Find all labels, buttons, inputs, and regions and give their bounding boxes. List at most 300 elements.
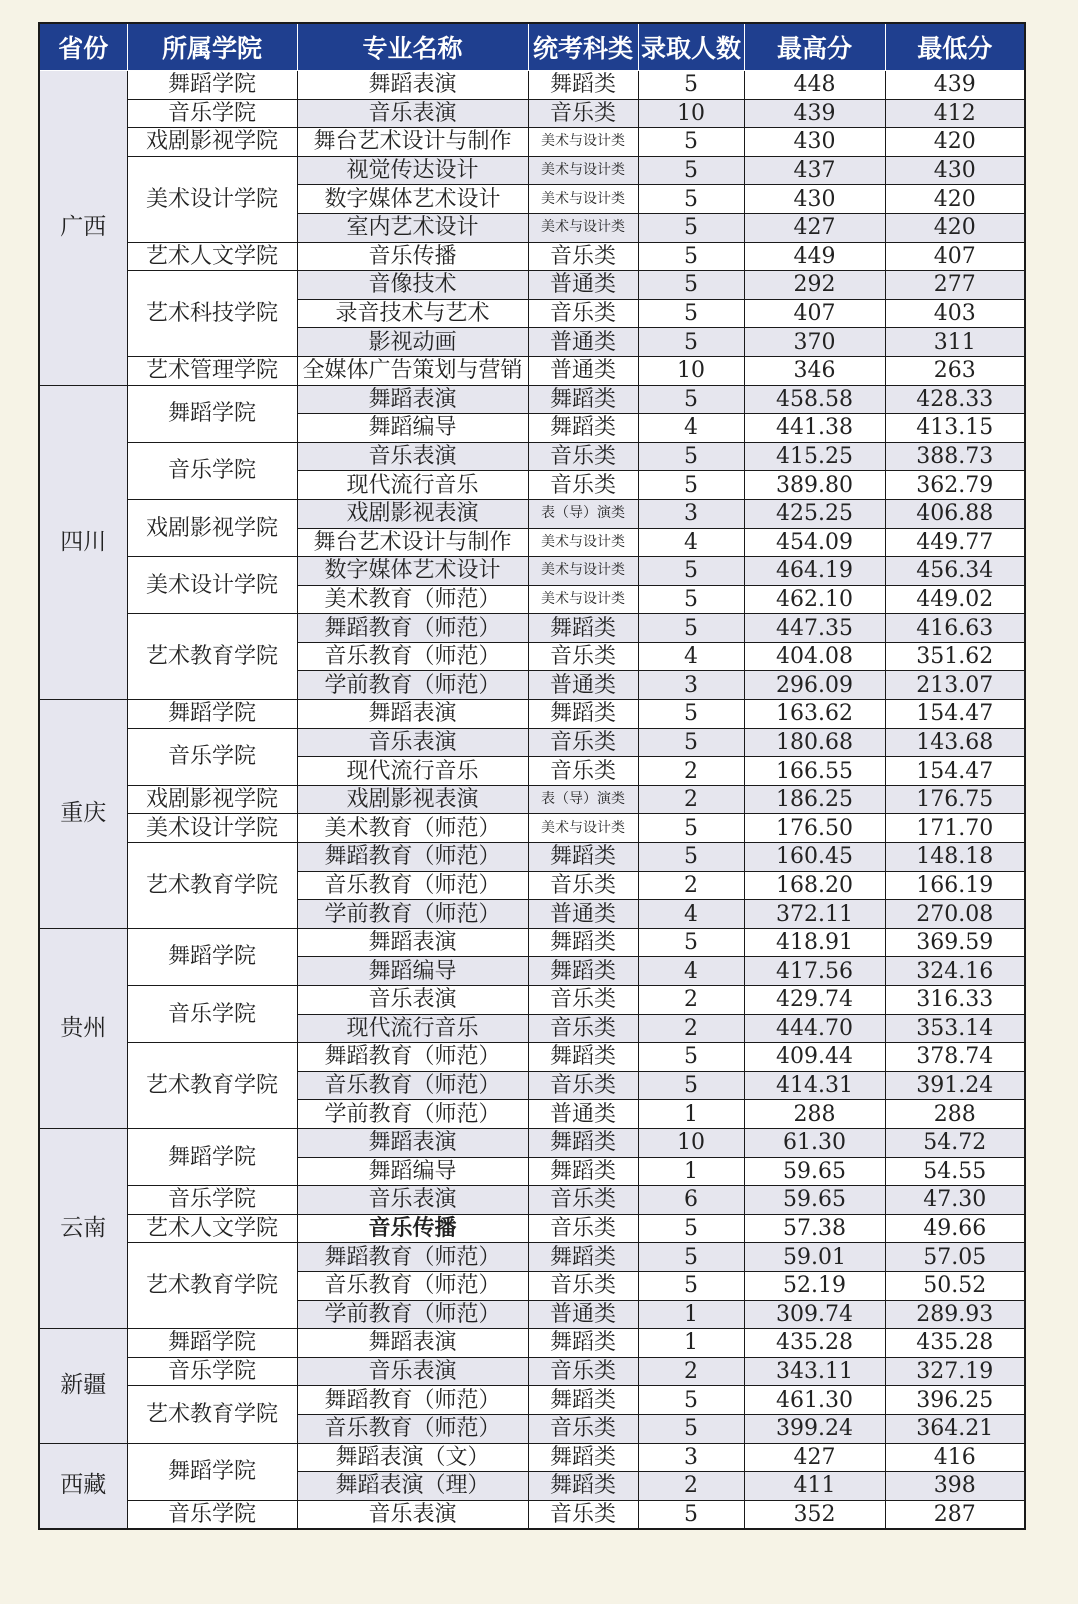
exam-category-cell: 舞蹈类	[528, 843, 638, 872]
admission-score-table	[38, 22, 1026, 1530]
admitted-count-cell: 5	[638, 1043, 744, 1072]
header-lowest-score: 最低分	[885, 23, 1025, 71]
highest-score-cell: 437	[744, 156, 885, 185]
major-cell: 音乐教育（师范）	[297, 642, 528, 671]
admitted-count-cell: 10	[638, 356, 744, 385]
major-cell: 戏剧影视表演	[297, 785, 528, 814]
college-cell: 音乐学院	[127, 1186, 297, 1215]
lowest-score-cell: 154.47	[885, 757, 1025, 786]
highest-score-cell: 168.20	[744, 871, 885, 900]
major-cell: 室内艺术设计	[297, 213, 528, 242]
lowest-score-cell: 148.18	[885, 843, 1025, 872]
lowest-score-cell: 47.30	[885, 1186, 1025, 1215]
exam-category-cell: 表（导）演类	[528, 499, 638, 528]
lowest-score-cell: 406.88	[885, 499, 1025, 528]
lowest-score-cell: 430	[885, 156, 1025, 185]
highest-score-cell: 59.65	[744, 1157, 885, 1186]
college-cell: 舞蹈学院	[127, 71, 297, 100]
admitted-count-cell: 3	[638, 671, 744, 700]
admitted-count-cell: 4	[638, 957, 744, 986]
admitted-count-cell: 5	[638, 156, 744, 185]
major-cell: 音乐表演	[297, 1357, 528, 1386]
table-row	[39, 385, 1025, 414]
highest-score-cell: 439	[744, 99, 885, 128]
exam-category-cell: 舞蹈类	[528, 385, 638, 414]
highest-score-cell: 346	[744, 356, 885, 385]
exam-category-cell: 普通类	[528, 271, 638, 300]
highest-score-cell: 415.25	[744, 442, 885, 471]
exam-category-cell: 美术与设计类	[528, 128, 638, 157]
exam-category-cell: 舞蹈类	[528, 614, 638, 643]
lowest-score-cell: 412	[885, 99, 1025, 128]
lowest-score-cell: 403	[885, 299, 1025, 328]
exam-category-cell: 音乐类	[528, 242, 638, 271]
lowest-score-cell: 456.34	[885, 557, 1025, 586]
exam-category-cell: 舞蹈类	[528, 1043, 638, 1072]
highest-score-cell: 427	[744, 213, 885, 242]
exam-category-cell: 舞蹈类	[528, 700, 638, 729]
table-row	[39, 442, 1025, 471]
major-cell: 美术教育（师范）	[297, 814, 528, 843]
lowest-score-cell: 391.24	[885, 1071, 1025, 1100]
province-cell: 新疆	[39, 1329, 127, 1443]
lowest-score-cell: 57.05	[885, 1243, 1025, 1272]
highest-score-cell: 461.30	[744, 1386, 885, 1415]
table-row	[39, 728, 1025, 757]
highest-score-cell: 166.55	[744, 757, 885, 786]
header-college: 所属学院	[127, 23, 297, 71]
admitted-count-cell: 4	[638, 642, 744, 671]
exam-category-cell: 舞蹈类	[528, 1472, 638, 1501]
lowest-score-cell: 50.52	[885, 1271, 1025, 1300]
admitted-count-cell: 5	[638, 71, 744, 100]
major-cell: 音乐教育（师范）	[297, 1271, 528, 1300]
highest-score-cell: 425.25	[744, 499, 885, 528]
admitted-count-cell: 5	[638, 843, 744, 872]
admitted-count-cell: 5	[638, 557, 744, 586]
exam-category-cell: 音乐类	[528, 757, 638, 786]
major-cell: 音乐表演	[297, 728, 528, 757]
exam-category-cell: 舞蹈类	[528, 71, 638, 100]
highest-score-cell: 417.56	[744, 957, 885, 986]
exam-category-cell: 音乐类	[528, 986, 638, 1015]
college-cell: 艺术教育学院	[127, 1386, 297, 1443]
lowest-score-cell: 327.19	[885, 1357, 1025, 1386]
highest-score-cell: 309.74	[744, 1300, 885, 1329]
college-cell: 舞蹈学院	[127, 385, 297, 442]
college-cell: 艺术教育学院	[127, 1043, 297, 1129]
lowest-score-cell: 176.75	[885, 785, 1025, 814]
lowest-score-cell: 435.28	[885, 1329, 1025, 1358]
admitted-count-cell: 3	[638, 1443, 744, 1472]
highest-score-cell: 399.24	[744, 1414, 885, 1443]
admitted-count-cell: 1	[638, 1329, 744, 1358]
major-cell: 舞蹈表演	[297, 385, 528, 414]
table-row	[39, 1214, 1025, 1243]
highest-score-cell: 444.70	[744, 1014, 885, 1043]
exam-category-cell: 音乐类	[528, 299, 638, 328]
highest-score-cell: 292	[744, 271, 885, 300]
admitted-count-cell: 5	[638, 185, 744, 214]
exam-category-cell: 普通类	[528, 900, 638, 929]
table-row	[39, 785, 1025, 814]
table-row	[39, 928, 1025, 957]
college-cell: 美术设计学院	[127, 557, 297, 614]
highest-score-cell: 288	[744, 1100, 885, 1129]
highest-score-cell: 454.09	[744, 528, 885, 557]
lowest-score-cell: 311	[885, 328, 1025, 357]
highest-score-cell: 372.11	[744, 900, 885, 929]
admitted-count-cell: 5	[638, 128, 744, 157]
admitted-count-cell: 2	[638, 757, 744, 786]
exam-category-cell: 舞蹈类	[528, 1243, 638, 1272]
province-cell: 贵州	[39, 928, 127, 1128]
exam-category-cell: 音乐类	[528, 728, 638, 757]
admitted-count-cell: 2	[638, 1357, 744, 1386]
exam-category-cell: 音乐类	[528, 1271, 638, 1300]
lowest-score-cell: 316.33	[885, 986, 1025, 1015]
major-cell: 音乐表演	[297, 986, 528, 1015]
admitted-count-cell: 1	[638, 1300, 744, 1329]
major-cell: 全媒体广告策划与营销	[297, 356, 528, 385]
college-cell: 舞蹈学院	[127, 1443, 297, 1500]
admitted-count-cell: 5	[638, 1500, 744, 1529]
table-row	[39, 1386, 1025, 1415]
exam-category-cell: 音乐类	[528, 442, 638, 471]
table-row	[39, 1128, 1025, 1157]
admitted-count-cell: 2	[638, 871, 744, 900]
table-row	[39, 814, 1025, 843]
lowest-score-cell: 351.62	[885, 642, 1025, 671]
major-cell: 舞蹈表演	[297, 71, 528, 100]
major-cell: 音乐教育（师范）	[297, 871, 528, 900]
highest-score-cell: 447.35	[744, 614, 885, 643]
table-row	[39, 499, 1025, 528]
table-body	[39, 71, 1025, 1530]
admitted-count-cell: 5	[638, 1414, 744, 1443]
lowest-score-cell: 420	[885, 185, 1025, 214]
major-cell: 舞蹈教育（师范）	[297, 1386, 528, 1415]
admitted-count-cell: 5	[638, 928, 744, 957]
admitted-count-cell: 2	[638, 1472, 744, 1501]
college-cell: 美术设计学院	[127, 156, 297, 242]
lowest-score-cell: 324.16	[885, 957, 1025, 986]
exam-category-cell: 普通类	[528, 671, 638, 700]
exam-category-cell: 普通类	[528, 1100, 638, 1129]
table-row	[39, 1500, 1025, 1529]
highest-score-cell: 407	[744, 299, 885, 328]
lowest-score-cell: 378.74	[885, 1043, 1025, 1072]
exam-category-cell: 普通类	[528, 356, 638, 385]
highest-score-cell: 186.25	[744, 785, 885, 814]
admitted-count-cell: 1	[638, 1157, 744, 1186]
major-cell: 舞蹈编导	[297, 1157, 528, 1186]
lowest-score-cell: 439	[885, 71, 1025, 100]
major-cell: 舞台艺术设计与制作	[297, 528, 528, 557]
lowest-score-cell: 413.15	[885, 414, 1025, 443]
major-cell: 舞蹈表演（文）	[297, 1443, 528, 1472]
exam-category-cell: 音乐类	[528, 1186, 638, 1215]
highest-score-cell: 462.10	[744, 585, 885, 614]
table-row	[39, 614, 1025, 643]
table-row	[39, 356, 1025, 385]
lowest-score-cell: 54.55	[885, 1157, 1025, 1186]
highest-score-cell: 409.44	[744, 1043, 885, 1072]
highest-score-cell: 389.80	[744, 471, 885, 500]
college-cell: 艺术人文学院	[127, 1214, 297, 1243]
lowest-score-cell: 407	[885, 242, 1025, 271]
major-cell: 舞蹈编导	[297, 414, 528, 443]
table-row	[39, 557, 1025, 586]
lowest-score-cell: 428.33	[885, 385, 1025, 414]
major-cell: 现代流行音乐	[297, 757, 528, 786]
college-cell: 美术设计学院	[127, 814, 297, 843]
admitted-count-cell: 5	[638, 1271, 744, 1300]
admitted-count-cell: 2	[638, 986, 744, 1015]
admitted-count-cell: 4	[638, 900, 744, 929]
major-cell: 学前教育（师范）	[297, 671, 528, 700]
lowest-score-cell: 49.66	[885, 1214, 1025, 1243]
exam-category-cell: 舞蹈类	[528, 928, 638, 957]
exam-category-cell: 舞蹈类	[528, 1443, 638, 1472]
exam-category-cell: 音乐类	[528, 1357, 638, 1386]
lowest-score-cell: 353.14	[885, 1014, 1025, 1043]
college-cell: 舞蹈学院	[127, 928, 297, 985]
table-row	[39, 700, 1025, 729]
lowest-score-cell: 277	[885, 271, 1025, 300]
exam-category-cell: 美术与设计类	[528, 213, 638, 242]
major-cell: 舞蹈表演	[297, 928, 528, 957]
highest-score-cell: 418.91	[744, 928, 885, 957]
major-cell: 舞蹈教育（师范）	[297, 843, 528, 872]
highest-score-cell: 61.30	[744, 1128, 885, 1157]
exam-category-cell: 音乐类	[528, 1500, 638, 1529]
major-cell: 现代流行音乐	[297, 471, 528, 500]
major-cell: 音乐传播	[297, 1214, 528, 1243]
highest-score-cell: 464.19	[744, 557, 885, 586]
table-row	[39, 1243, 1025, 1272]
province-cell: 重庆	[39, 700, 127, 929]
lowest-score-cell: 213.07	[885, 671, 1025, 700]
admitted-count-cell: 5	[638, 242, 744, 271]
major-cell: 学前教育（师范）	[297, 900, 528, 929]
college-cell: 戏剧影视学院	[127, 499, 297, 556]
college-cell: 音乐学院	[127, 1357, 297, 1386]
lowest-score-cell: 420	[885, 213, 1025, 242]
college-cell: 舞蹈学院	[127, 1128, 297, 1185]
table-row	[39, 71, 1025, 100]
highest-score-cell: 176.50	[744, 814, 885, 843]
lowest-score-cell: 396.25	[885, 1386, 1025, 1415]
exam-category-cell: 舞蹈类	[528, 1386, 638, 1415]
exam-category-cell: 音乐类	[528, 99, 638, 128]
admitted-count-cell: 10	[638, 1128, 744, 1157]
major-cell: 音乐教育（师范）	[297, 1414, 528, 1443]
header-row	[39, 23, 1025, 71]
highest-score-cell: 430	[744, 128, 885, 157]
admitted-count-cell: 5	[638, 1071, 744, 1100]
lowest-score-cell: 289.93	[885, 1300, 1025, 1329]
lowest-score-cell: 388.73	[885, 442, 1025, 471]
province-cell: 西藏	[39, 1443, 127, 1529]
admitted-count-cell: 10	[638, 99, 744, 128]
province-cell: 广西	[39, 71, 127, 386]
college-cell: 艺术教育学院	[127, 1243, 297, 1329]
table-row	[39, 1357, 1025, 1386]
exam-category-cell: 舞蹈类	[528, 957, 638, 986]
major-cell: 舞台艺术设计与制作	[297, 128, 528, 157]
major-cell: 舞蹈表演	[297, 700, 528, 729]
table-row	[39, 128, 1025, 157]
lowest-score-cell: 416	[885, 1443, 1025, 1472]
exam-category-cell: 舞蹈类	[528, 1329, 638, 1358]
lowest-score-cell: 364.21	[885, 1414, 1025, 1443]
lowest-score-cell: 398	[885, 1472, 1025, 1501]
exam-category-cell: 音乐类	[528, 1414, 638, 1443]
major-cell: 舞蹈教育（师范）	[297, 1243, 528, 1272]
lowest-score-cell: 166.19	[885, 871, 1025, 900]
province-cell: 云南	[39, 1128, 127, 1328]
major-cell: 音乐表演	[297, 99, 528, 128]
lowest-score-cell: 54.72	[885, 1128, 1025, 1157]
major-cell: 学前教育（师范）	[297, 1100, 528, 1129]
lowest-score-cell: 362.79	[885, 471, 1025, 500]
major-cell: 舞蹈编导	[297, 957, 528, 986]
college-cell: 音乐学院	[127, 986, 297, 1043]
college-cell: 艺术科技学院	[127, 271, 297, 357]
highest-score-cell: 414.31	[744, 1071, 885, 1100]
exam-category-cell: 美术与设计类	[528, 585, 638, 614]
lowest-score-cell: 143.68	[885, 728, 1025, 757]
exam-category-cell: 音乐类	[528, 642, 638, 671]
header-major: 专业名称	[297, 23, 528, 71]
exam-category-cell: 美术与设计类	[528, 814, 638, 843]
header-province: 省份	[39, 23, 127, 71]
major-cell: 音像技术	[297, 271, 528, 300]
exam-category-cell: 舞蹈类	[528, 414, 638, 443]
highest-score-cell: 59.65	[744, 1186, 885, 1215]
exam-category-cell: 音乐类	[528, 1014, 638, 1043]
major-cell: 舞蹈教育（师范）	[297, 614, 528, 643]
exam-category-cell: 普通类	[528, 328, 638, 357]
college-cell: 音乐学院	[127, 99, 297, 128]
admitted-count-cell: 3	[638, 499, 744, 528]
table-row	[39, 242, 1025, 271]
header-admitted-count: 录取人数	[638, 23, 744, 71]
admitted-count-cell: 5	[638, 614, 744, 643]
table-row	[39, 1043, 1025, 1072]
lowest-score-cell: 154.47	[885, 700, 1025, 729]
exam-category-cell: 美术与设计类	[528, 185, 638, 214]
lowest-score-cell: 287	[885, 1500, 1025, 1529]
college-cell: 戏剧影视学院	[127, 785, 297, 814]
admitted-count-cell: 5	[638, 1243, 744, 1272]
lowest-score-cell: 171.70	[885, 814, 1025, 843]
major-cell: 视觉传达设计	[297, 156, 528, 185]
exam-category-cell: 美术与设计类	[528, 557, 638, 586]
highest-score-cell: 430	[744, 185, 885, 214]
admitted-count-cell: 5	[638, 271, 744, 300]
major-cell: 数字媒体艺术设计	[297, 557, 528, 586]
exam-category-cell: 舞蹈类	[528, 1128, 638, 1157]
major-cell: 舞蹈教育（师范）	[297, 1043, 528, 1072]
lowest-score-cell: 263	[885, 356, 1025, 385]
highest-score-cell: 59.01	[744, 1243, 885, 1272]
lowest-score-cell: 416.63	[885, 614, 1025, 643]
exam-category-cell: 音乐类	[528, 471, 638, 500]
table-row	[39, 1443, 1025, 1472]
lowest-score-cell: 449.02	[885, 585, 1025, 614]
college-cell: 音乐学院	[127, 1500, 297, 1529]
highest-score-cell: 441.38	[744, 414, 885, 443]
highest-score-cell: 411	[744, 1472, 885, 1501]
admitted-count-cell: 5	[638, 1214, 744, 1243]
highest-score-cell: 370	[744, 328, 885, 357]
college-cell: 音乐学院	[127, 728, 297, 785]
exam-category-cell: 音乐类	[528, 1214, 638, 1243]
highest-score-cell: 180.68	[744, 728, 885, 757]
exam-category-cell: 音乐类	[528, 871, 638, 900]
table-row	[39, 1329, 1025, 1358]
major-cell: 现代流行音乐	[297, 1014, 528, 1043]
table-row	[39, 99, 1025, 128]
admitted-count-cell: 5	[638, 585, 744, 614]
highest-score-cell: 160.45	[744, 843, 885, 872]
major-cell: 音乐表演	[297, 442, 528, 471]
highest-score-cell: 163.62	[744, 700, 885, 729]
table-row	[39, 1186, 1025, 1215]
lowest-score-cell: 288	[885, 1100, 1025, 1129]
table-row	[39, 271, 1025, 300]
highest-score-cell: 435.28	[744, 1329, 885, 1358]
admitted-count-cell: 2	[638, 785, 744, 814]
major-cell: 美术教育（师范）	[297, 585, 528, 614]
major-cell: 音乐表演	[297, 1186, 528, 1215]
college-cell: 音乐学院	[127, 442, 297, 499]
admitted-count-cell: 4	[638, 414, 744, 443]
college-cell: 戏剧影视学院	[127, 128, 297, 157]
exam-category-cell: 普通类	[528, 1300, 638, 1329]
college-cell: 艺术人文学院	[127, 242, 297, 271]
highest-score-cell: 343.11	[744, 1357, 885, 1386]
major-cell: 数字媒体艺术设计	[297, 185, 528, 214]
admitted-count-cell: 5	[638, 213, 744, 242]
admitted-count-cell: 5	[638, 299, 744, 328]
highest-score-cell: 458.58	[744, 385, 885, 414]
college-cell: 舞蹈学院	[127, 700, 297, 729]
major-cell: 音乐表演	[297, 1500, 528, 1529]
highest-score-cell: 449	[744, 242, 885, 271]
major-cell: 影视动画	[297, 328, 528, 357]
admitted-count-cell: 1	[638, 1100, 744, 1129]
major-cell: 舞蹈表演（理）	[297, 1472, 528, 1501]
lowest-score-cell: 449.77	[885, 528, 1025, 557]
exam-category-cell: 音乐类	[528, 1071, 638, 1100]
admitted-count-cell: 5	[638, 328, 744, 357]
lowest-score-cell: 270.08	[885, 900, 1025, 929]
lowest-score-cell: 420	[885, 128, 1025, 157]
admitted-count-cell: 2	[638, 1014, 744, 1043]
college-cell: 艺术教育学院	[127, 843, 297, 929]
highest-score-cell: 57.38	[744, 1214, 885, 1243]
highest-score-cell: 427	[744, 1443, 885, 1472]
major-cell: 舞蹈表演	[297, 1128, 528, 1157]
major-cell: 音乐教育（师范）	[297, 1071, 528, 1100]
exam-category-cell: 舞蹈类	[528, 1157, 638, 1186]
highest-score-cell: 52.19	[744, 1271, 885, 1300]
major-cell: 学前教育（师范）	[297, 1300, 528, 1329]
admitted-count-cell: 5	[638, 442, 744, 471]
